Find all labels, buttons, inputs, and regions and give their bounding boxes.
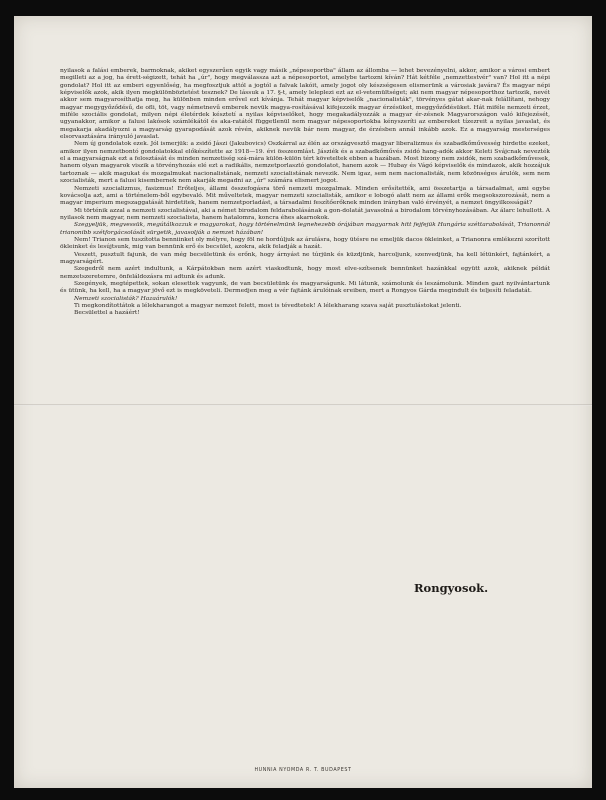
paragraph-9: Szegények, megtépettek, sokan elesettek vagyunk, de van becsületünk és magyarságunk. Mi látunk, számolunk és leszámolunk. Minden gazt nyilvántartunk és ütünk, ha kell, ha a magyar jövő ezt is megköveteli. Dermedjen meg a vér fajtánk árulóinak ereiben, mert a Rongyos Gárda megindult és teljesíti feladatát. [60,280,550,295]
paragraph-6: Nem! Trianon sem tuszította benniinket oly mélyre, hogy föl ne hordúljuk az árulásra, hogy ütésre ne emeljük dacos ökleinket, a Trianonra emlékezni szorított ökleinket és lesújtsunk, mig van bennünk erő és becsület, azokra, akik feladják a hazát. [60,236,550,251]
fold-line [14,404,592,406]
paragraph-1: nyilasok a falási emberek, barmoknak, akiket egyszerűen egyik vagy másik „népesoportba" állam az állomba — lehet bevezényelni, akkor, amikor a városi embert megilleti az a jog, ha érett-ségizett, tehát ha „úr", hogy megválassza azt a népesoportot, amelybe tartozni kíván? Hát kétféle „nemzettestvér" van? Hol itt a népi gondolat? Hol itt az emberi egyenlőség, ha megfosztjuk attól a jogtól a falvak lakóit, amely jogot oly készségesen elismerünk a városiak javára? És magyar népi képviselők azok, akik ilyen megkülönböztetést tesznek? De lássuk a 17. §-t, amely leleplezi ezt az el-vetemültséget; aki nem magyar népesoporthoz tartozik, nevét akkor sem magyarosíthatja meg, ha különben minden erővel ezt kívánja. Tehát magyar képviselők „nacionalisták", törvényes gátat akar-nak felállítani, nehogy magyar megygyőződésű, de ofli, töt, vagy németnevű emberek nevük magya-rosításával kifejezzék magyar érzésüket, meggyőződésüket. Hát miféle nemzeti érzet, miféle szociális gondolat, milyen népi életérdek késztetí a nyilas képviselőket, hogy megakadályozzák a magyar ér-zésnek Magyarországon való kifejezését, ugyanakkor, amikor a falusi lakósok számlékától és aka-ratától függetlenül nem magyar népesoportokba kényszeríti az embereket tízezreit a nyilas javaslat, és megakarja akadályozni a magyarság gyarapodását azok révén, akiknek nevük bár nem magyar, de érzésben annál inkább azok. Ez a magyarság mesterséges elsorvasztására irányuló javaslat. [60,68,550,141]
printed-leaflet [14,16,592,788]
paragraph-3: Nemzeti szocializmus, fasizmus! Erőteljes, állami összefogásra törő nemzeti mozgalmak. Minden erősítették, ami összetartja a társadalmat, ami egybe kovácsolja azt, ami a történelem-ből egybevaló. Mit műveltetek, magyar nemzeti szocialisták, amikor e lobogó alatt nem az állami erők megsokszorozását, nem a magyar imperium megszaggatását hirdetitek, hanem nemzetporladást, a társadalmi feszítőerőknek minden irányban való érvényét, a nemzet öngyilkosságát? [60,185,550,207]
printer-imprint: HUNNIA NYOMDA R. T. BUDAPEST [254,768,352,773]
paragraph-11: Ti megkondítottátok a lélekharangot a magyar nemzet felett, most is tévedtetek! A lélekharang szava saját pusztulástokat jelenti. [74,303,462,309]
signature: Rongyosok. [414,581,489,595]
paragraph-2: Nem új gondolatok ezek. Jól ismerjük: a zsidó Jászi (Jakubovics) Oszkárral az élén az országvesztő magyar liberalizmus és szabadkőművesség hirdette ezeket, amikor ilyen nemzetbontó gondolatokkal előkészítette az 1918—19. évi összeomlást. Jásziék és a szabadkőművés zsidó hang-adók akkor Keleti Svájcnak nevezték el a magyarságnak ezt a felosztását és minden nemzetiség szá-mára külön-külön tért követeltek ebben a hazában. Most bizony nem zsidók, nem szabadkőművesek, hanem olyan magyarok viszik a törvényhozás elé ezt a radikális, nemzetporlasztó gondolatot, hanem azok — Hubay és Vágó képviselők és mindazok, akik hozzájuk tartoznak — akik magukat és mozgalmukat nacionalistának, nemzeti szocialistának nevezik. Nem igaz, sem nem nacionalisták, nem közönséges árulók, sem nem szocialisták, mert a falusi kisembernek nem akarják megadni az „úr" számára elismert jogot. [60,141,550,185]
paragraph-10: Nemzeti szocialisták? Hazaárulók! [74,295,178,302]
paragraph-4: Mi történik azzal a nemzeti szocialistával, aki a német birodalom feldarabolásának a gon-dolatát javasolná a birodalom törvényhozásában. Az álarc lehullott. A nyilasok nem magyar, nem nemzeti szocialista, hanem hatalomra, koncra éhes akarnokok. [60,207,550,221]
paragraph-7: Veszett, pusztult fajunk, de van még becsületünk és erőnk, hogy árnyást ne túrjünk és küzdjünk, harcoljunk, szenvedjünk, ha kell létünkért, fajtánkért, a magyarságért. [60,251,550,265]
paragraph-5: Szegyeljük, megvessük, megútálkozzuk e magyarokat, hogy történelmünk legnehezebb órájában magyarnak hitt fejfejük Hungária széttarabolását, Trianonnál trianonibb szétforgácsolását sürgetik, javasolják a nemzet házában! [60,222,550,236]
leaflet-body [60,68,550,318]
paragraph-8: Szegedről nem azért indultunk, a Kárpátokban nem azért viaskodtunk, hogy most elve-szítsenek bennünket hazánkkal együtt azok, akiknek példát nemzetszeretemre, önfeláldozásra mi adtunk és adunk. [60,266,550,280]
paragraph-12: Becsülettel a hazáért! [74,310,140,317]
